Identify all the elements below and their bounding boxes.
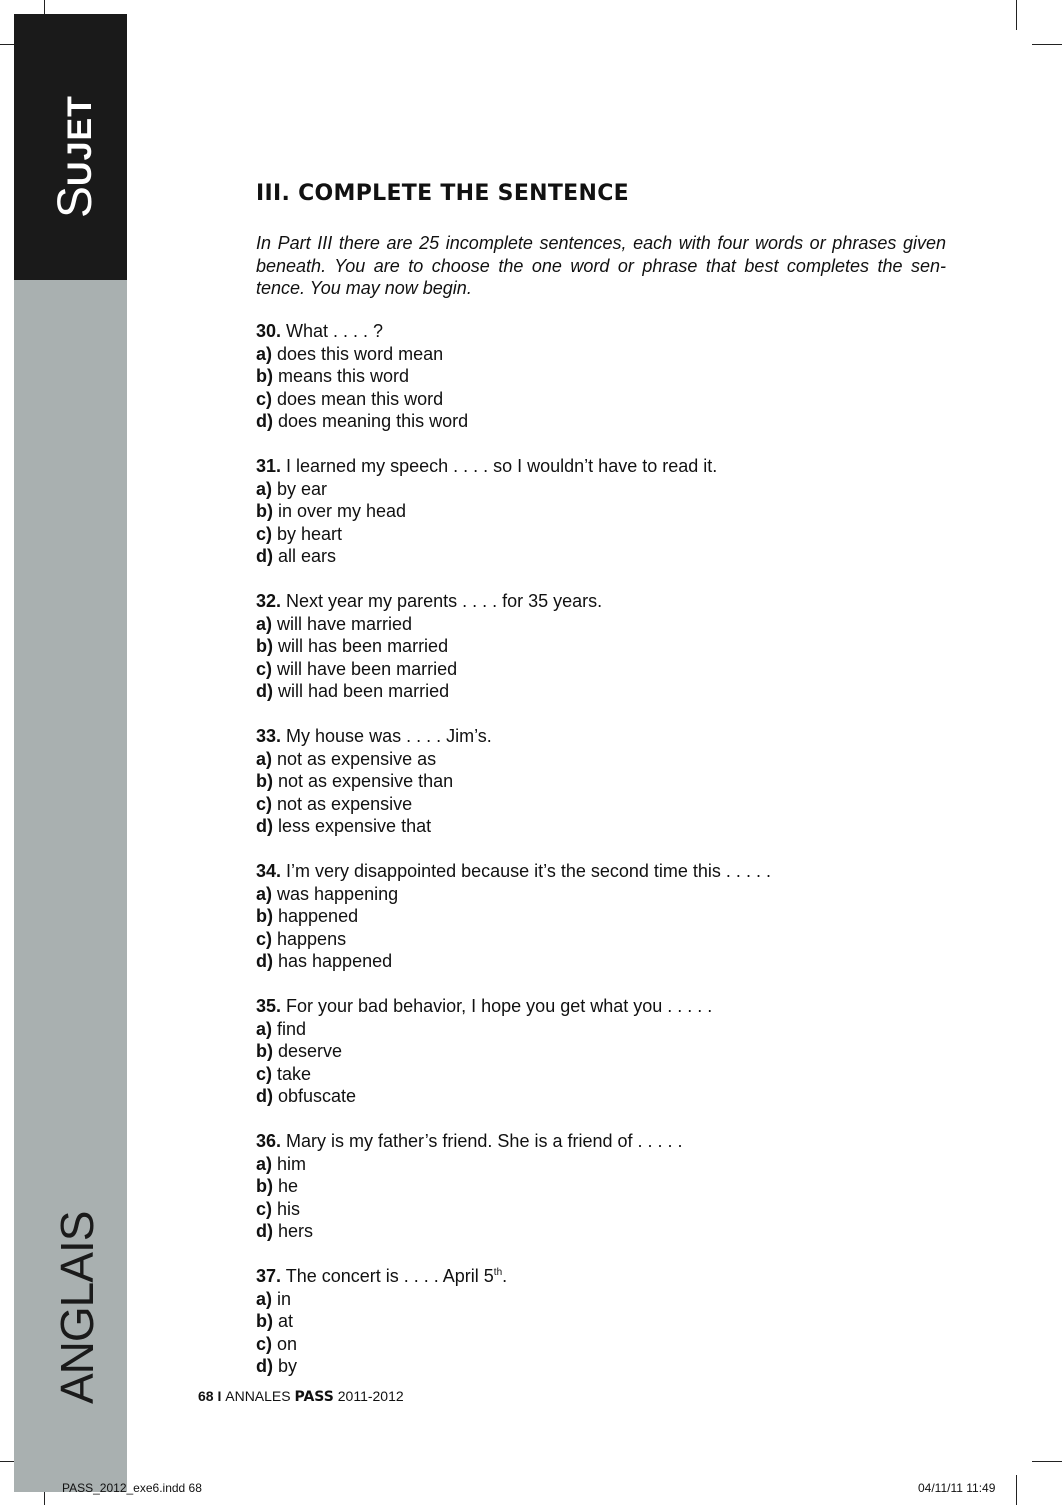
question-list (256, 320, 956, 1400)
question-item (256, 1130, 956, 1243)
sidebar-section-initial: S (49, 185, 102, 218)
question-number: 33. (256, 726, 282, 746)
option-letter: b) (256, 501, 273, 521)
answer-option (256, 523, 956, 546)
footer-separator: I (213, 1388, 226, 1404)
option-text: he (273, 1176, 299, 1196)
option-letter: b) (256, 906, 273, 926)
option-letter: d) (256, 546, 273, 566)
footer-pass-logo: PASS (294, 1389, 334, 1405)
option-text: will has been married (273, 636, 449, 656)
answer-option (256, 1355, 956, 1378)
answer-option (256, 1310, 956, 1333)
option-text: not as expensive as (272, 748, 437, 769)
option-text: will have been married (272, 658, 458, 679)
question-stem (256, 860, 956, 883)
option-text: not as expensive (272, 793, 413, 814)
answer-option (256, 613, 956, 636)
question-text: The concert is . . . . April 5 (281, 1266, 494, 1286)
question-stem (256, 725, 956, 748)
answer-option (256, 883, 956, 906)
section-title: III. COMPLETE THE SENTENCE (256, 181, 629, 206)
option-letter: d) (256, 816, 273, 836)
question-number: 32. (256, 591, 282, 611)
question-stem (256, 320, 956, 343)
option-letter: d) (256, 1221, 273, 1241)
option-letter: a) (256, 613, 273, 634)
answer-option (256, 1153, 956, 1176)
option-letter: d) (256, 411, 273, 431)
answer-option (256, 815, 956, 838)
answer-option (256, 1198, 956, 1221)
option-text: find (272, 1018, 307, 1039)
option-letter: d) (256, 681, 273, 701)
option-text: does this word mean (272, 343, 444, 364)
answer-option (256, 343, 956, 366)
option-text: in over my head (273, 501, 407, 521)
option-text: was happening (272, 883, 399, 904)
question-punctuation: . (502, 1266, 508, 1286)
sidebar-subject-label: ANGLAIS (51, 1211, 103, 1404)
option-text: in (272, 1288, 292, 1309)
question-item (256, 320, 956, 433)
option-text: by ear (272, 478, 328, 499)
question-number: 37. (256, 1266, 282, 1286)
question-item (256, 590, 956, 703)
option-text: not as expensive than (273, 771, 454, 791)
option-letter: b) (256, 1176, 273, 1196)
question-text: Next year my parents . . . . for 35 years. (281, 591, 603, 611)
option-text: does meaning this word (273, 411, 469, 431)
question-stem (256, 1265, 956, 1288)
answer-option (256, 545, 956, 568)
question-stem (256, 995, 956, 1018)
answer-option (256, 478, 956, 501)
answer-option (256, 410, 956, 433)
option-text: by (273, 1356, 298, 1376)
option-text: by heart (272, 523, 343, 544)
answer-option (256, 500, 956, 523)
question-stem (256, 590, 956, 613)
question-number: 35. (256, 996, 282, 1016)
answer-option (256, 1288, 956, 1311)
option-text: his (272, 1198, 301, 1219)
question-item (256, 455, 956, 568)
option-letter: b) (256, 771, 273, 791)
section-instructions: In Part III there are 25 incomplete sentences, each with four words or phrases given beneath. You are to choose the one word or phrase that best completes the sen-tence. You may now begin. (256, 233, 946, 298)
option-letter: d) (256, 951, 273, 971)
crop-mark (1032, 1461, 1062, 1462)
option-text: will had been married (273, 681, 450, 701)
option-text: take (272, 1063, 312, 1084)
answer-option (256, 928, 956, 951)
option-text: has happened (273, 951, 393, 971)
answer-option (256, 1220, 956, 1243)
option-letter: a) (256, 478, 273, 499)
option-text: happens (272, 928, 347, 949)
question-text: My house was . . . . Jim’s. (281, 726, 492, 746)
crop-mark (1016, 1475, 1017, 1505)
option-text: deserve (273, 1041, 343, 1061)
option-letter: c) (256, 658, 273, 679)
answer-option (256, 365, 956, 388)
question-number: 34. (256, 861, 282, 881)
answer-option (256, 1333, 956, 1356)
answer-option (256, 1018, 956, 1041)
option-text: less expensive that (273, 816, 432, 836)
question-stem (256, 455, 956, 478)
question-superscript: th (493, 1267, 503, 1278)
option-letter: d) (256, 1086, 273, 1106)
option-text: obfuscate (273, 1086, 357, 1106)
answer-option (256, 770, 956, 793)
answer-option (256, 635, 956, 658)
option-letter: b) (256, 1311, 273, 1331)
option-letter: c) (256, 928, 273, 949)
answer-option (256, 388, 956, 411)
print-slug-timestamp: 04/11/11 11:49 (918, 1481, 996, 1495)
option-letter: c) (256, 523, 273, 544)
option-letter: c) (256, 388, 273, 409)
question-number: 36. (256, 1131, 282, 1151)
footer-years: 2011-2012 (333, 1388, 404, 1404)
answer-option (256, 680, 956, 703)
crop-mark (1016, 0, 1017, 30)
option-text: means this word (273, 366, 410, 386)
answer-option (256, 658, 956, 681)
option-letter: a) (256, 1153, 273, 1174)
question-text: I’m very disappointed because it’s the second time this . . . . . (281, 861, 771, 881)
print-slug-file: PASS_2012_exe6.indd 68 (62, 1481, 202, 1495)
option-letter: d) (256, 1356, 273, 1376)
question-item (256, 860, 956, 973)
answer-option (256, 1175, 956, 1198)
question-text: Mary is my father’s friend. She is a friend of . . . . . (281, 1131, 683, 1151)
option-text: all ears (273, 546, 337, 566)
answer-option (256, 905, 956, 928)
option-letter: a) (256, 883, 273, 904)
option-text: will have married (272, 613, 413, 634)
question-number: 31. (256, 456, 282, 476)
option-letter: a) (256, 748, 273, 769)
option-letter: c) (256, 793, 273, 814)
option-letter: c) (256, 1063, 273, 1084)
answer-option (256, 1085, 956, 1108)
option-text: does mean this word (272, 388, 444, 409)
question-text: I learned my speech . . . . so I wouldn’t have to read it. (281, 456, 718, 476)
question-text: What . . . . ? (281, 321, 384, 341)
option-text: hers (273, 1221, 314, 1241)
answer-option (256, 793, 956, 816)
page-number: 68 (198, 1388, 214, 1404)
crop-mark (1032, 44, 1062, 45)
option-letter: b) (256, 1041, 273, 1061)
question-stem (256, 1130, 956, 1153)
option-letter: a) (256, 1018, 273, 1039)
option-letter: a) (256, 343, 273, 364)
answer-option (256, 950, 956, 973)
option-text: at (273, 1311, 294, 1331)
footer-annales: ANNALES (225, 1388, 295, 1404)
question-number: 30. (256, 321, 282, 341)
page-footer (198, 1388, 404, 1405)
option-text: happened (273, 906, 359, 926)
option-letter: a) (256, 1288, 273, 1309)
sidebar-section-rest: UJET (61, 95, 99, 186)
option-text: him (272, 1153, 307, 1174)
sidebar-section-label (49, 95, 102, 218)
question-item (256, 725, 956, 838)
answer-option (256, 748, 956, 771)
option-letter: b) (256, 366, 273, 386)
question-text: For your bad behavior, I hope you get what you . . . . . (281, 996, 713, 1016)
option-letter: c) (256, 1333, 273, 1354)
answer-option (256, 1063, 956, 1086)
answer-option (256, 1040, 956, 1063)
question-item (256, 995, 956, 1108)
question-item (256, 1265, 956, 1378)
option-text: on (272, 1333, 298, 1354)
option-letter: b) (256, 636, 273, 656)
option-letter: c) (256, 1198, 273, 1219)
